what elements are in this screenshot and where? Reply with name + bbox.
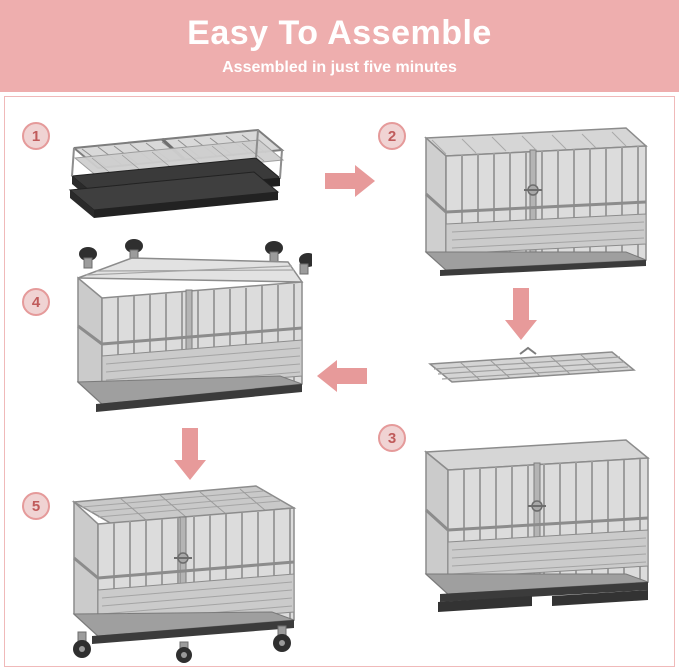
figure-unfolded-crate-frame bbox=[412, 112, 652, 282]
page-subtitle: Assembled in just five minutes bbox=[222, 59, 457, 76]
step-badge-3: 3 bbox=[378, 424, 406, 452]
arrow-step1-to-step2 bbox=[325, 163, 375, 199]
step-badge-2: 2 bbox=[378, 122, 406, 150]
step-badge-1: 1 bbox=[22, 122, 50, 150]
arrow-step2-to-step3 bbox=[503, 288, 539, 340]
figure-crate-with-casters-attached bbox=[62, 232, 312, 422]
arrow-step4-to-step5 bbox=[172, 428, 208, 480]
header-banner bbox=[0, 0, 679, 92]
figure-assembled-dog-crate bbox=[60, 474, 310, 664]
figure-crate-with-top-panel-open bbox=[412, 344, 657, 629]
arrow-step3-to-step4 bbox=[315, 358, 367, 394]
step-badge-5: 5 bbox=[22, 492, 50, 520]
step-badge-4: 4 bbox=[22, 288, 50, 316]
figure-folded-dog-crate-flat bbox=[62, 118, 287, 223]
page-title: Easy To Assemble bbox=[187, 14, 492, 52]
